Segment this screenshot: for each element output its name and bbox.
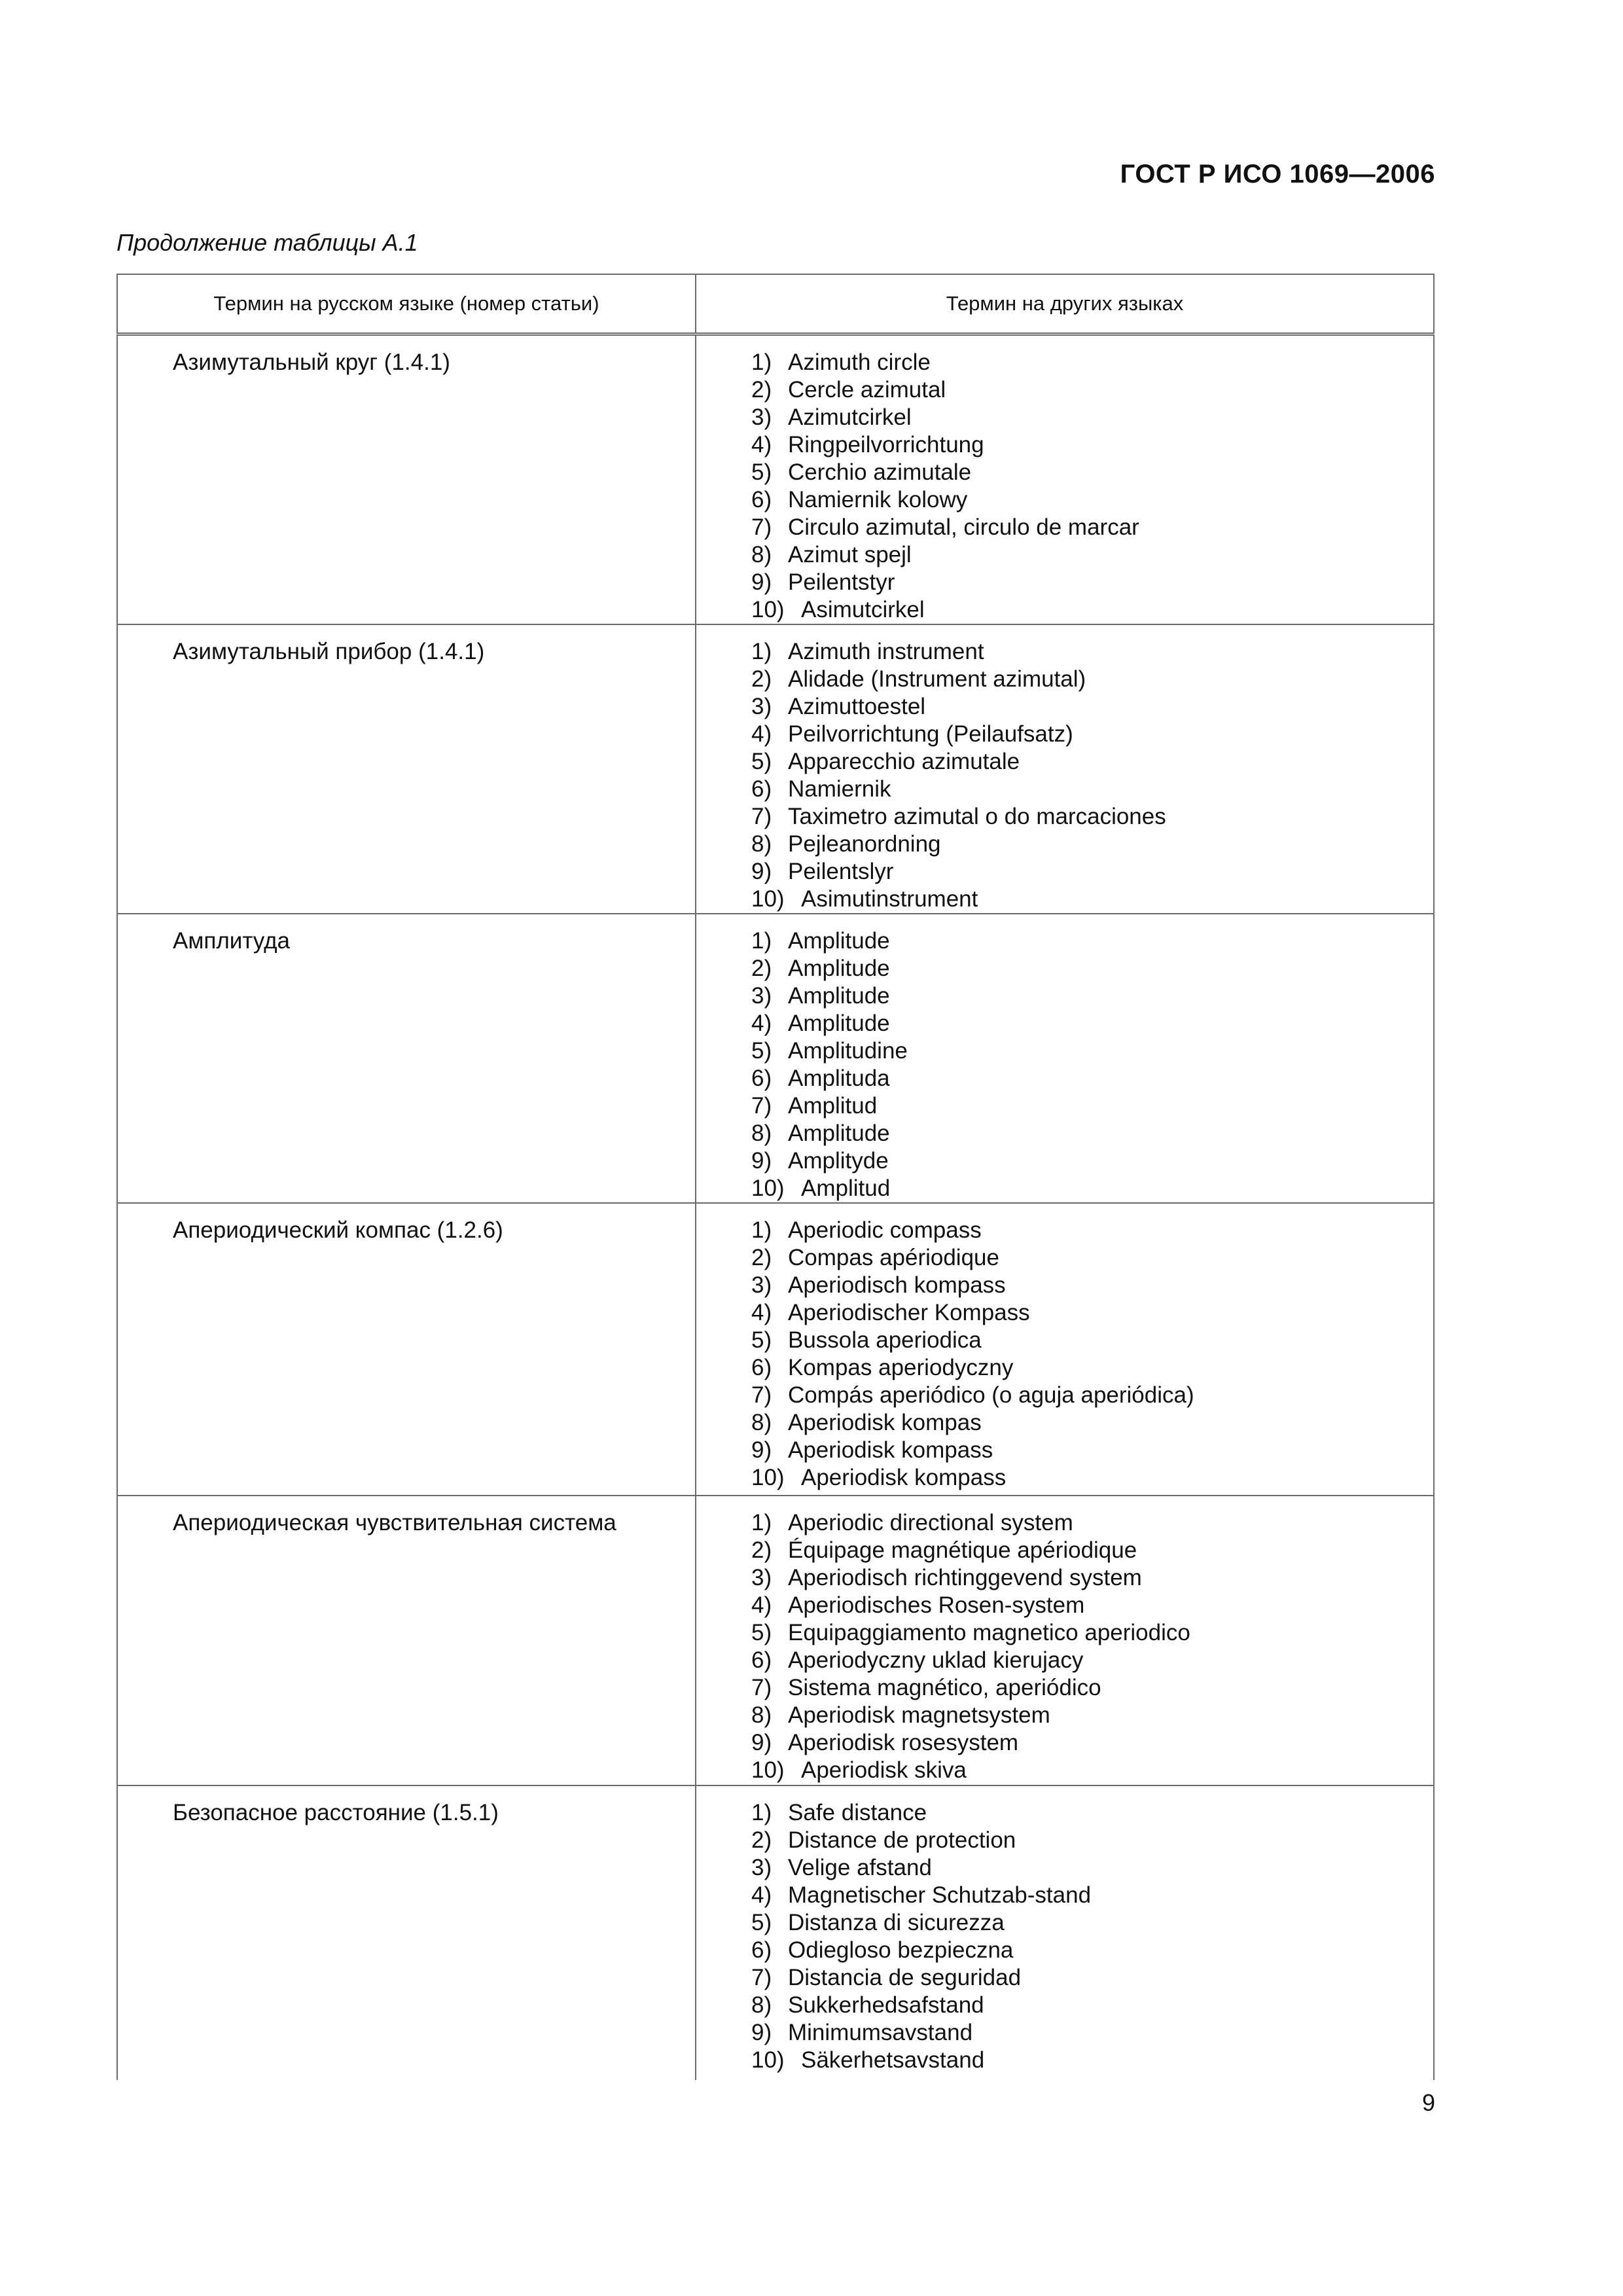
translation-item: [696, 1992, 1433, 2019]
translation-number: 8): [751, 542, 772, 567]
translation-text: Peilentstyr: [788, 569, 895, 595]
translation-number: 3): [751, 1565, 772, 1590]
translation-text: Velige afstand: [788, 1855, 932, 1880]
translation-item: [696, 2047, 1433, 2074]
translation-number: 10): [751, 1757, 785, 1783]
translation-item: [696, 955, 1433, 982]
other-language-terms: [696, 1785, 1434, 2080]
russian-term: Азимутальный прибор (1.4.1): [117, 624, 696, 914]
translation-item: [696, 1382, 1433, 1409]
translation-number: 10): [751, 1465, 785, 1490]
translation-number: 9): [751, 2020, 772, 2045]
translation-number: 7): [751, 804, 772, 829]
other-language-terms: [696, 914, 1434, 1203]
translation-text: Equipaggiamento magnetico aperiodico: [788, 1620, 1190, 1645]
translation-text: Distanza di sicurezza: [788, 1910, 1005, 1935]
translation-text: Magnetischer Schutzab-stand: [788, 1882, 1092, 1908]
translation-item: [696, 1464, 1433, 1492]
translation-item: [696, 541, 1433, 569]
translation-number: 6): [751, 1937, 772, 1963]
translation-number: 10): [751, 886, 785, 912]
translation-text: Équipage magnétique apériodique: [788, 1537, 1137, 1563]
translation-text: Kompas aperiodyczny: [788, 1355, 1014, 1380]
russian-term: Азимутальный круг (1.4.1): [117, 334, 696, 625]
translation-item: [696, 514, 1433, 541]
translation-text: Amplitude: [788, 983, 890, 1009]
column-header-russian: Термин на русском языке (номер статьи): [117, 274, 696, 334]
translation-item: [696, 1564, 1433, 1592]
translation-item: [696, 831, 1433, 858]
translation-item: [696, 1092, 1433, 1120]
other-language-terms: [696, 1203, 1434, 1496]
translation-text: Aperiodisch kompass: [788, 1272, 1006, 1298]
translation-text: Compás aperiódico (o aguja aperiódica): [788, 1382, 1194, 1408]
translation-number: 3): [751, 1855, 772, 1880]
translation-text: Amplitudine: [788, 1038, 908, 1064]
translation-text: Minimumsavstand: [788, 2020, 973, 2045]
russian-term: Безопасное расстояние (1.5.1): [117, 1785, 696, 2080]
translation-number: 9): [751, 1437, 772, 1463]
translation-text: Amplitud: [788, 1093, 878, 1119]
translation-text: Alidade (Instrument azimutal): [788, 666, 1086, 692]
translation-item: [696, 1882, 1433, 1909]
translation-number: 9): [751, 859, 772, 884]
translation-text: Amplitude: [788, 1011, 890, 1036]
translation-item: [696, 569, 1433, 596]
translation-item: [696, 1619, 1433, 1647]
translation-item: [696, 486, 1433, 514]
translation-list: [696, 914, 1433, 1202]
translation-number: 8): [751, 1992, 772, 2018]
translation-item: [696, 1909, 1433, 1937]
translation-number: 5): [751, 1620, 772, 1645]
translation-item: [696, 1065, 1433, 1092]
translation-number: 6): [751, 487, 772, 512]
translation-text: Distance de protection: [788, 1827, 1016, 1853]
russian-term: Амплитуда: [117, 914, 696, 1203]
translation-text: Aperiodic directional system: [788, 1510, 1073, 1535]
translation-item: [696, 1937, 1433, 1964]
other-language-terms: [696, 624, 1434, 914]
translation-list: [696, 336, 1433, 624]
translation-item: [696, 404, 1433, 431]
translation-number: 8): [751, 1121, 772, 1146]
translation-item: [696, 376, 1433, 404]
translation-text: Sistema magnético, aperiódico: [788, 1675, 1101, 1700]
translation-item: [696, 2019, 1433, 2047]
translation-item: [696, 638, 1433, 666]
translation-text: Peilvorrichtung (Peilaufsatz): [788, 721, 1073, 747]
other-language-terms: [696, 334, 1434, 625]
translation-item: [696, 1827, 1433, 1854]
translation-number: 3): [751, 404, 772, 430]
table-row: [117, 1496, 1434, 1785]
translation-text: Distancia de seguridad: [788, 1965, 1022, 1990]
table-header-row: [117, 274, 1434, 334]
translation-item: [696, 858, 1433, 886]
translation-number: 5): [751, 1327, 772, 1353]
translation-number: 1): [751, 928, 772, 954]
translation-text: Namiernik: [788, 776, 891, 802]
translation-item: [696, 1799, 1433, 1827]
table-row: [117, 1785, 1434, 2080]
translation-number: 2): [751, 1245, 772, 1270]
other-language-terms: [696, 1496, 1434, 1785]
translation-number: 7): [751, 1382, 772, 1408]
translation-item: [696, 803, 1433, 831]
translation-text: Amplitude: [788, 928, 890, 954]
translation-text: Compas apériodique: [788, 1245, 999, 1270]
translation-item: [696, 1354, 1433, 1382]
russian-term: Апериодический компас (1.2.6): [117, 1203, 696, 1496]
translation-number: 6): [751, 776, 772, 802]
page-number: 9: [1421, 2089, 1435, 2116]
translation-item: [696, 1409, 1433, 1437]
translation-text: Säkerhetsavstand: [801, 2047, 985, 2073]
translation-text: Cercle azimutal: [788, 377, 946, 403]
translation-text: Amplityde: [788, 1148, 889, 1174]
translation-item: [696, 349, 1433, 376]
translation-text: Aperiodisch richtinggevend system: [788, 1565, 1142, 1590]
translation-number: 3): [751, 694, 772, 719]
translation-number: 3): [751, 1272, 772, 1298]
translation-item: [696, 1757, 1433, 1784]
table-row: [117, 624, 1434, 914]
translation-number: 9): [751, 569, 772, 595]
translation-text: Amplituda: [788, 1066, 890, 1091]
translation-text: Aperiodischer Kompass: [788, 1300, 1030, 1325]
translation-number: 5): [751, 1910, 772, 1935]
translation-text: Asimutcirkel: [801, 597, 925, 622]
translation-number: 4): [751, 1011, 772, 1036]
translation-text: Odiegloso bezpieczna: [788, 1937, 1014, 1963]
translation-text: Azimut spejl: [788, 542, 912, 567]
translation-text: Safe distance: [788, 1800, 927, 1825]
translation-text: Aperiodisk skiva: [801, 1757, 967, 1783]
translation-text: Amplitud: [801, 1175, 891, 1201]
translation-list: [696, 1496, 1433, 1784]
translation-item: [696, 596, 1433, 624]
translation-item: [696, 776, 1433, 803]
translation-text: Aperiodisk kompas: [788, 1410, 982, 1435]
translation-number: 1): [751, 1800, 772, 1825]
translation-number: 10): [751, 2047, 785, 2073]
translation-number: 10): [751, 597, 785, 622]
column-header-other-languages: Термин на других языках: [696, 274, 1434, 334]
translation-number: 7): [751, 1093, 772, 1119]
translation-text: Azimutcirkel: [788, 404, 912, 430]
translation-number: 8): [751, 1410, 772, 1435]
translation-list: [696, 1786, 1433, 2074]
terms-table: [116, 274, 1435, 2080]
translation-number: 4): [751, 432, 772, 457]
translation-text: Amplitude: [788, 956, 890, 981]
table-row: [117, 914, 1434, 1203]
translation-number: 2): [751, 1537, 772, 1563]
translation-number: 4): [751, 1882, 772, 1908]
translation-text: Aperiodisk magnetsystem: [788, 1702, 1050, 1728]
translation-number: 7): [751, 514, 772, 540]
translation-list: [696, 1204, 1433, 1492]
translation-item: [696, 1175, 1433, 1202]
translation-text: Aperiodisk kompass: [801, 1465, 1007, 1490]
translation-number: 6): [751, 1355, 772, 1380]
translation-item: [696, 1964, 1433, 1992]
translation-item: [696, 1537, 1433, 1564]
translation-item: [696, 1437, 1433, 1464]
translation-number: 8): [751, 831, 772, 857]
translation-number: 1): [751, 1217, 772, 1243]
translation-text: Peilentslyr: [788, 859, 894, 884]
translation-number: 5): [751, 459, 772, 485]
translation-item: [696, 1702, 1433, 1729]
translation-item: [696, 1674, 1433, 1702]
translation-number: 6): [751, 1066, 772, 1091]
translation-number: 1): [751, 639, 772, 664]
translation-item: [696, 1272, 1433, 1299]
translation-item: [696, 1854, 1433, 1882]
translation-number: 7): [751, 1965, 772, 1990]
translation-list: [696, 625, 1433, 913]
translation-number: 5): [751, 749, 772, 774]
translation-item: [696, 459, 1433, 486]
translation-text: Aperiodisches Rosen-system: [788, 1592, 1085, 1618]
translation-text: Amplitude: [788, 1121, 890, 1146]
translation-item: [696, 1509, 1433, 1537]
translation-number: 2): [751, 666, 772, 692]
translation-text: Sukkerhedsafstand: [788, 1992, 984, 2018]
translation-number: 6): [751, 1647, 772, 1673]
translation-number: 10): [751, 1175, 785, 1201]
translation-text: Aperiodisk rosesystem: [788, 1730, 1019, 1755]
table-row: [117, 1203, 1434, 1496]
translation-item: [696, 886, 1433, 913]
table-row: [117, 334, 1434, 625]
translation-text: Pejleanordning: [788, 831, 941, 857]
translation-item: [696, 1299, 1433, 1327]
translation-number: 5): [751, 1038, 772, 1064]
translation-item: [696, 666, 1433, 693]
translation-item: [696, 1037, 1433, 1065]
translation-number: 2): [751, 956, 772, 981]
translation-number: 2): [751, 1827, 772, 1853]
translation-number: 1): [751, 350, 772, 375]
translation-number: 2): [751, 377, 772, 403]
translation-item: [696, 748, 1433, 776]
translation-text: Apparecchio azimutale: [788, 749, 1020, 774]
translation-number: 8): [751, 1702, 772, 1728]
translation-number: 4): [751, 1592, 772, 1618]
translation-item: [696, 982, 1433, 1010]
translation-text: Asimutinstrument: [801, 886, 978, 912]
translation-text: Azimuth circle: [788, 350, 931, 375]
translation-text: Namiernik kolowy: [788, 487, 968, 512]
translation-number: 4): [751, 721, 772, 747]
russian-term: Апериодическая чувствительная система: [117, 1496, 696, 1785]
translation-text: Circulo azimutal, circulo de marcar: [788, 514, 1139, 540]
translation-item: [696, 927, 1433, 955]
translation-item: [696, 1010, 1433, 1037]
translation-item: [696, 1729, 1433, 1757]
translation-text: Aperiodic compass: [788, 1217, 982, 1243]
translation-item: [696, 1147, 1433, 1175]
translation-text: Ringpeilvorrichtung: [788, 432, 984, 457]
translation-item: [696, 693, 1433, 721]
translation-item: [696, 431, 1433, 459]
translation-item: [696, 1120, 1433, 1147]
translation-text: Azimuttoestel: [788, 694, 926, 719]
translation-number: 7): [751, 1675, 772, 1700]
translation-text: Aperiodyczny uklad kierujacy: [788, 1647, 1084, 1673]
translation-item: [696, 1592, 1433, 1619]
translation-number: 4): [751, 1300, 772, 1325]
translation-text: Aperiodisk kompass: [788, 1437, 993, 1463]
translation-item: [696, 1217, 1433, 1244]
document-code: ГОСТ Р ИСО 1069—2006: [1120, 160, 1435, 188]
translation-text: Azimuth instrument: [788, 639, 984, 664]
translation-item: [696, 1244, 1433, 1272]
translation-text: Cerchio azimutale: [788, 459, 972, 485]
translation-text: Taximetro azimutal o do marcaciones: [788, 804, 1166, 829]
table-continuation-caption: Продолжение таблицы А.1: [116, 229, 418, 256]
translation-item: [696, 1327, 1433, 1354]
translation-number: 9): [751, 1730, 772, 1755]
translation-item: [696, 721, 1433, 748]
translation-number: 9): [751, 1148, 772, 1174]
translation-item: [696, 1647, 1433, 1674]
translation-number: 3): [751, 983, 772, 1009]
translation-number: 1): [751, 1510, 772, 1535]
translation-text: Bussola aperiodica: [788, 1327, 982, 1353]
